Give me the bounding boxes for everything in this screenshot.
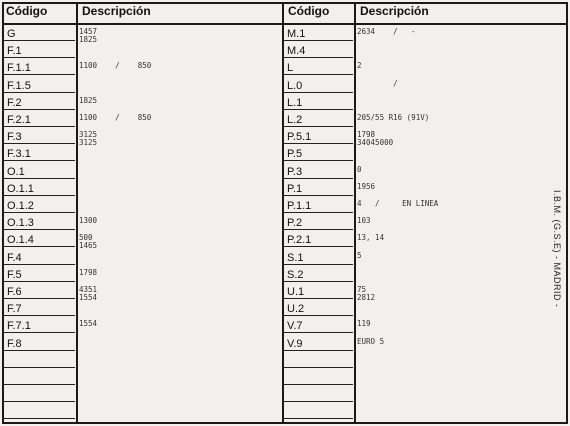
right-code-cell: P.1.1: [284, 199, 353, 213]
right-desc-value: 2634 / -: [357, 27, 416, 36]
right-code-cell: P.3: [284, 165, 353, 179]
left-code-cell: O.1.2: [4, 199, 75, 213]
left-desc-value: 3125 3125: [79, 130, 98, 148]
right-desc-header: Descripción: [360, 4, 429, 18]
left-code-cell: O.1.1: [4, 182, 75, 196]
right-code-cell: L.0: [284, 79, 353, 93]
left-code-cell: F.6: [4, 285, 75, 299]
left-code-cell: F.7.1: [4, 319, 75, 333]
right-desc-value: 119: [357, 319, 371, 329]
right-desc-value: 1956: [357, 181, 376, 191]
left-desc-value: 1300: [79, 216, 98, 226]
right-code-cell: P.5: [284, 147, 353, 161]
left-code-cell: F.3: [4, 130, 75, 144]
right-desc-value: 4 / EN LINEA: [357, 199, 439, 208]
left-desc-value: 1798: [79, 267, 98, 277]
right-code-cell: S.1: [284, 251, 353, 265]
right-code-cell: M.1: [284, 27, 353, 41]
left-code-cell: F.1.1: [4, 61, 75, 75]
left-code-cell: F.3.1: [4, 147, 75, 161]
left-code-cell: O.1.3: [4, 216, 75, 230]
side-stamp-text: I.B.M. (G.S.E) - MADRID -: [552, 190, 562, 308]
left-code-cell: [4, 354, 75, 368]
right-code-cell: [284, 405, 353, 419]
right-code-cell: U.1: [284, 285, 353, 299]
frame-left-code-divider: [76, 2, 78, 424]
left-code-cell: F.1.5: [4, 79, 75, 93]
right-code-cell: [284, 371, 353, 385]
right-desc-value: 2: [357, 61, 362, 71]
right-code-header: Código: [288, 4, 330, 18]
right-code-cell: M.4: [284, 44, 353, 58]
left-desc-value: 1100 / 850: [79, 113, 152, 122]
right-code-cell: P.1: [284, 182, 353, 196]
left-code-cell: [4, 388, 75, 402]
right-code-cell: P.5.1: [284, 130, 353, 144]
left-code-cell: F.4: [4, 251, 75, 265]
left-desc-value: 1554: [79, 319, 98, 329]
left-desc-header: Descripción: [82, 4, 151, 18]
header-divider: [2, 23, 568, 25]
left-code-cell: G: [4, 27, 75, 41]
left-code-cell: O.1: [4, 165, 75, 179]
right-desc-value: 0: [357, 164, 362, 174]
left-code-cell: F.2.1: [4, 113, 75, 127]
left-code-cell: F.5: [4, 268, 75, 282]
left-code-cell: [4, 405, 75, 419]
right-desc-value: EURO 5: [357, 336, 385, 346]
frame-right: [566, 2, 568, 424]
right-code-cell: V.9: [284, 337, 353, 351]
left-code-cell: [4, 371, 75, 385]
right-code-cell: [284, 354, 353, 368]
right-desc-value: 75 2812: [357, 285, 376, 302]
right-desc-value: 13, 14: [357, 233, 385, 243]
right-code-cell: V.7: [284, 319, 353, 333]
left-code-cell: F.1: [4, 44, 75, 58]
right-desc-value: 5: [357, 250, 362, 260]
left-desc-value: 500 1465: [79, 233, 98, 251]
left-desc-value: 4351 1554: [79, 285, 98, 302]
left-desc-value: 1457 1825: [79, 27, 98, 44]
right-desc-value: /: [357, 78, 398, 88]
right-desc-value: 205/55 R16 (91V): [357, 113, 430, 122]
right-code-cell: U.2: [284, 302, 353, 316]
left-code-header: Código: [6, 4, 48, 18]
left-desc-value: 1100 / 850: [79, 61, 152, 71]
frame-mid-code-divider: [354, 2, 356, 424]
right-code-cell: L.1: [284, 96, 353, 110]
right-code-cell: L.2: [284, 113, 353, 127]
left-code-cell: F.2: [4, 96, 75, 110]
left-code-cell: O.1.4: [4, 233, 75, 247]
right-desc-value: 1798 34045000: [357, 130, 394, 148]
left-desc-value: 1825: [79, 95, 98, 105]
frame-bottom: [2, 422, 568, 424]
right-desc-value: 103: [357, 216, 371, 226]
left-code-cell: F.7: [4, 302, 75, 316]
right-code-cell: P.2.1: [284, 233, 353, 247]
right-code-cell: [284, 388, 353, 402]
right-code-cell: P.2: [284, 216, 353, 230]
right-code-cell: S.2: [284, 268, 353, 282]
left-code-cell: F.8: [4, 337, 75, 351]
right-code-cell: L: [284, 61, 353, 75]
